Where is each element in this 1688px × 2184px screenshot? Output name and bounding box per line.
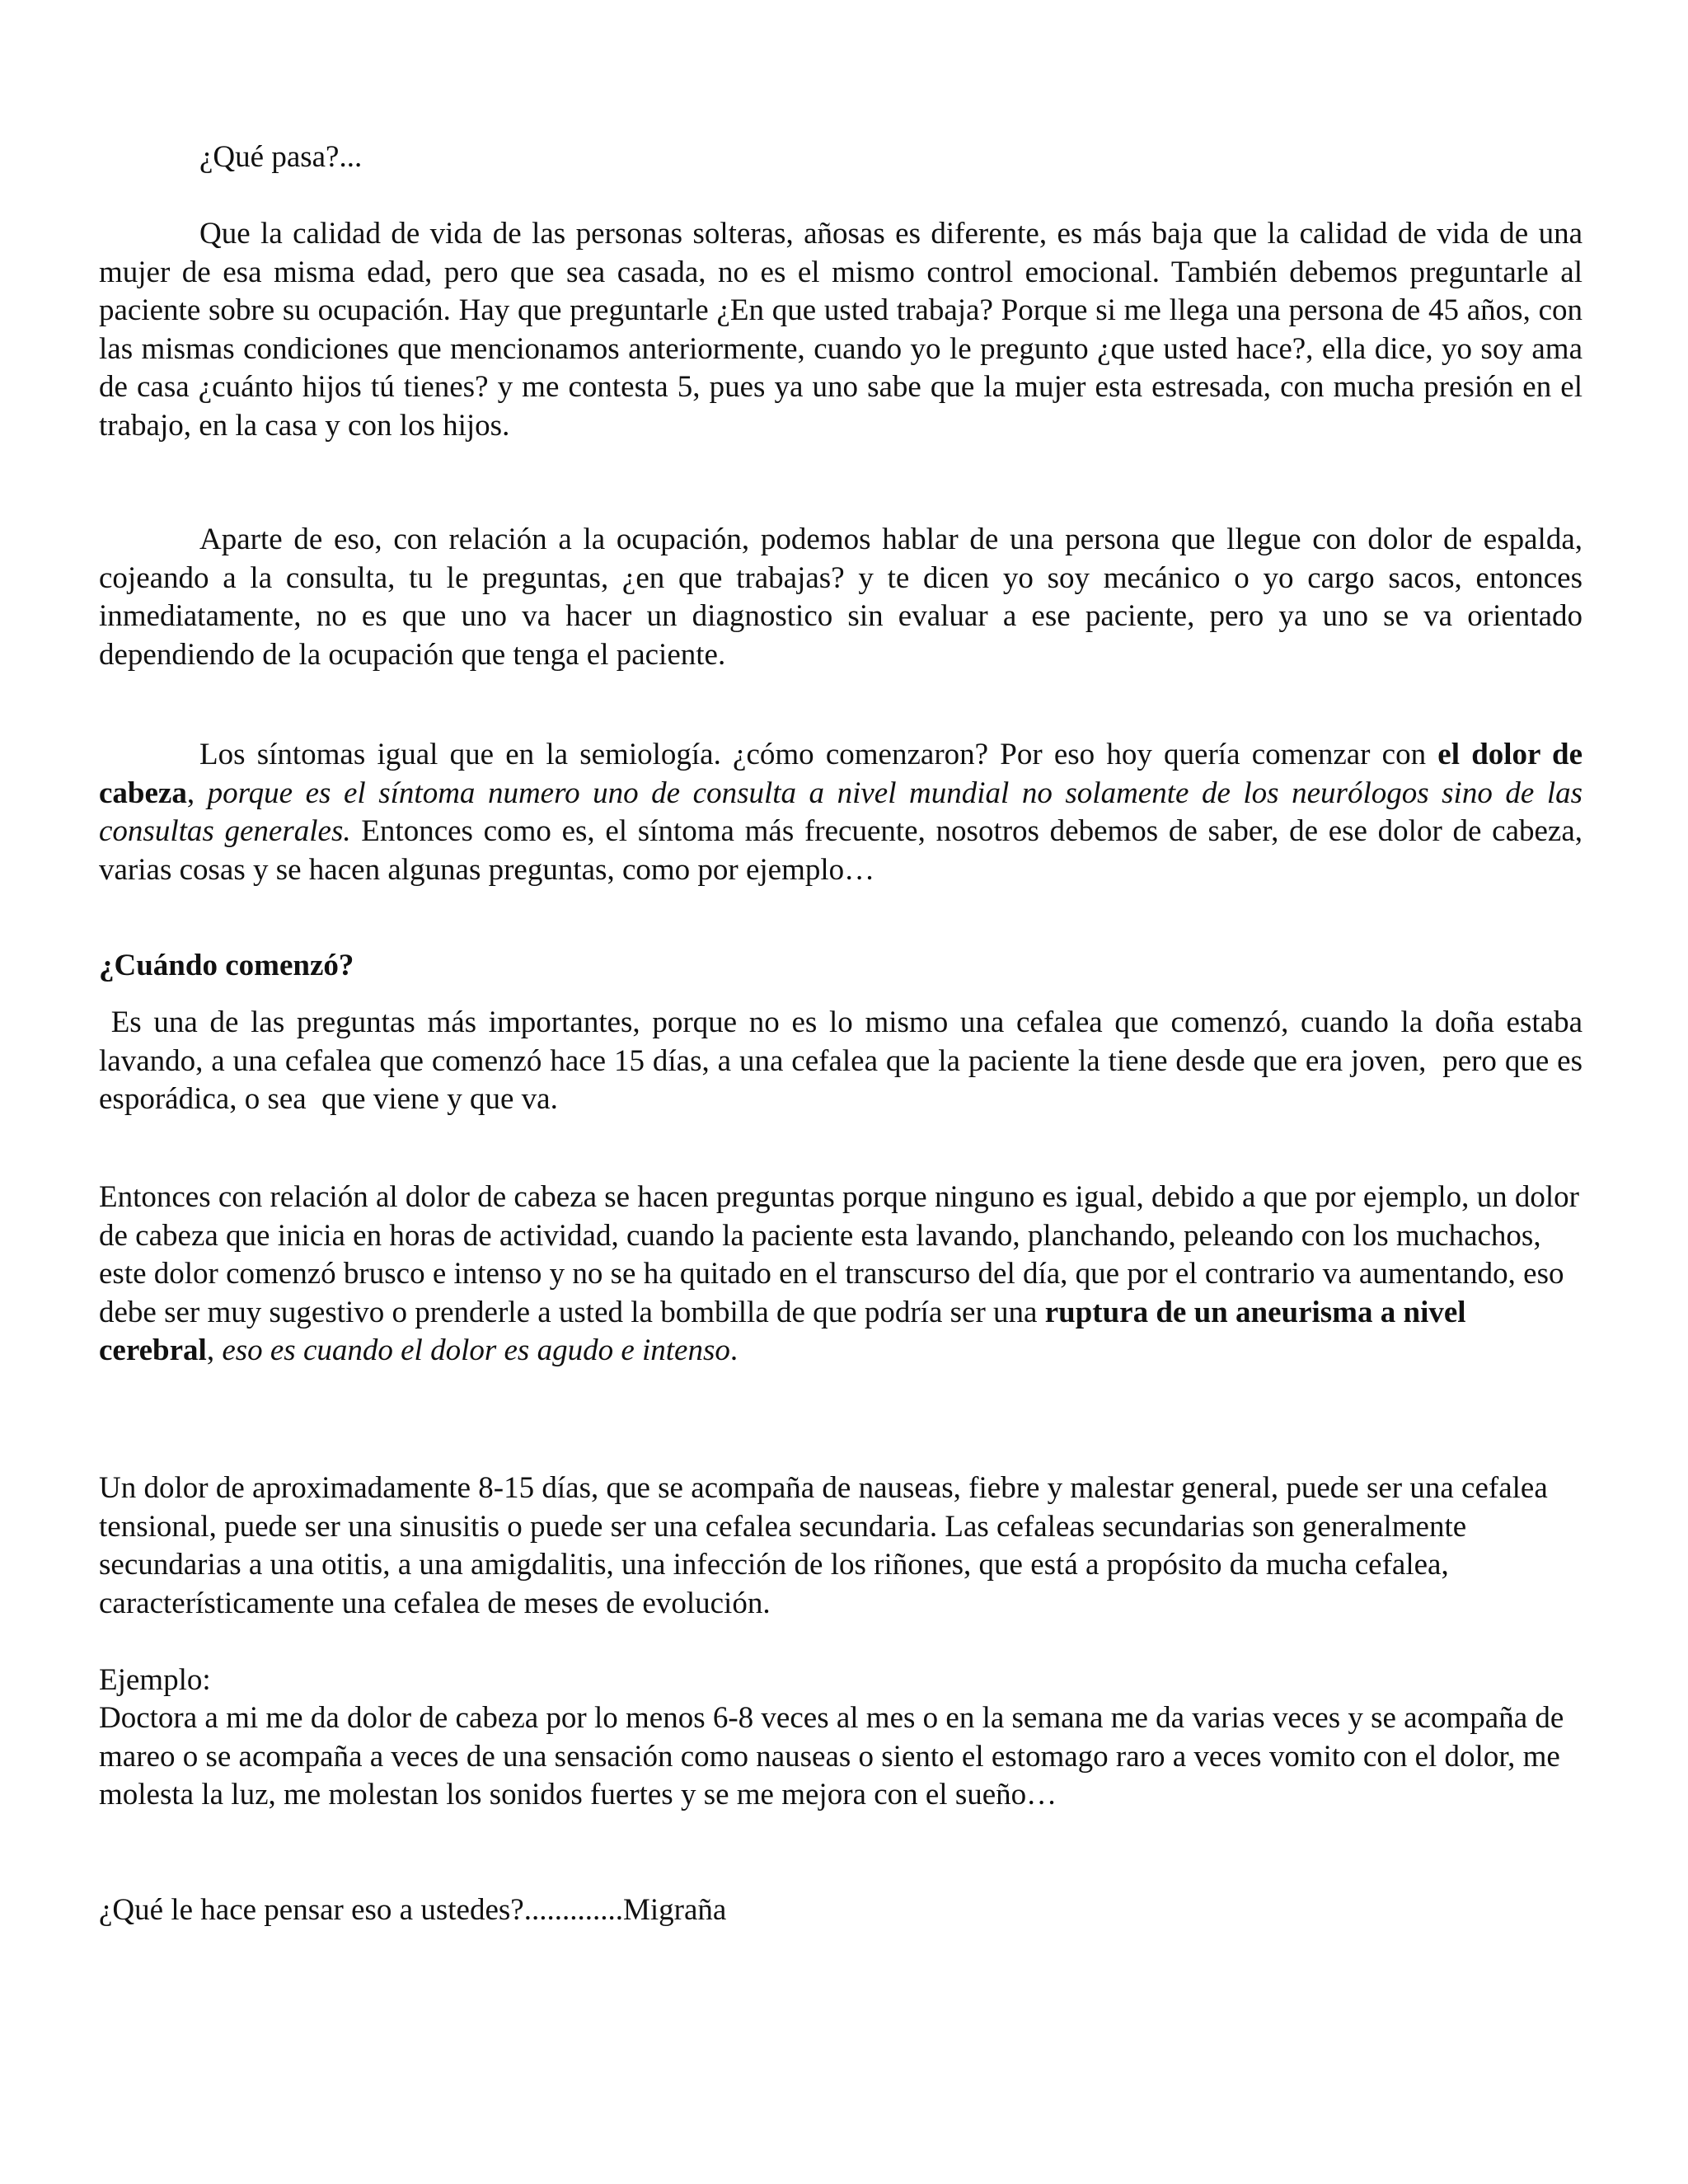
aneurysm-tail: .	[729, 1333, 738, 1367]
paragraph-occupation: Aparte de eso, con relación a la ocupación, podemos hablar de una persona que llegue con dolor de espalda, cojeando a la consulta, tu le preguntas, ¿en que trabajas? y te dicen yo soy mecánico o yo cargo sacos, entonces inmediatamente, no es que uno va hacer un diagnostico sin evaluar a ese paciente, pero ya uno se va orientado dependiendo de la ocupación que tenga el paciente.	[99, 523, 1582, 672]
paragraph-secondary-headache: Un dolor de aproximadamente 8-15 días, que se acompaña de nauseas, fiebre y malestar general, puede ser una cefalea tensional, puede ser una sinusitis o puede ser una cefalea secundaria. Las cefaleas secundarias son generalmente secundarias a una otitis, a una amigdalitis, una infección de los riñones, que está a propósito da mucha cefalea, característicamente una cefalea de meses de evolución.	[99, 1471, 1548, 1620]
paragraph-when-started: Es una de las preguntas más importantes, porque no es lo mismo una cefalea que comenzó, cuando la doña estaba lavando, a una cefalea que comenzó hace 15 días, a una cefalea que la paciente la tiene desde que era joven, pero que es esporádica, o sea que viene y que va.	[99, 1005, 1591, 1116]
aneurysm-bold-term: ruptura de un aneurisma a nivel cerebral	[99, 1295, 1466, 1367]
aneurysm-italic-note: eso es cuando el dolor es agudo e intenso	[222, 1333, 730, 1367]
symptoms-bold-term: el dolor de cabeza	[99, 738, 1582, 810]
paragraph-quality-of-life: Que la calidad de vida de las personas solteras, añosas es diferente, es más baja que la calidad de vida de una mujer de esa misma edad, pero que sea casada, no es el mismo control emocional. También debemos preguntarle al paciente sobre su ocupación. Hay que preguntarle ¿En que usted trabaja? Porque si me llega una persona de 45 años, con las mismas condiciones que mencionamos anteriormente, cuando yo le pregunto ¿que usted hace?, ella dice, yo soy ama de casa ¿cuánto hijos tú tienes? y me contesta 5, pues ya uno sabe que la mujer esta estresada, con mucha presión en el trabajo, en la casa y con los hijos.	[99, 217, 1582, 443]
final-question: ¿Qué le hace pensar eso a ustedes?.............Migraña	[99, 1893, 727, 1927]
symptoms-comma: ,	[186, 776, 208, 810]
example-text: Doctora a mi me da dolor de cabeza por lo menos 6-8 veces al mes o en la semana me da varias veces y se acompaña de mareo o se acompaña a veces de una sensación como nauseas o siento el estomago raro a veces vomito con el dolor, me molesta la luz, me molestan los sonidos fuertes y se me mejora con el sueño…	[99, 1701, 1564, 1811]
heading-when-started: ¿Cuándo comenzó?	[99, 949, 354, 982]
paragraph-symptoms	[99, 736, 1582, 889]
aneurysm-lead: Entonces con relación al dolor de cabeza se hacen preguntas porque ninguno es igual, debido a que por ejemplo, un dolor de cabeza que inicia en horas de actividad, cuando la paciente esta lavando, planchando, peleando con los muchachos, este dolor comenzó brusco e intenso y no se ha quitado en el transcurso del día, que por el contrario va aumentando, eso debe ser muy sugestivo o prenderle a usted la bombilla de que podría ser una	[99, 1180, 1579, 1329]
example-label: Ejemplo:	[99, 1663, 211, 1697]
aneurysm-comma: ,	[206, 1333, 223, 1367]
symptoms-tail: Entonces como es, el síntoma más frecuente, nosotros debemos de saber, de ese dolor de cabeza, varias cosas y se hacen algunas preguntas, como por ejemplo…	[99, 814, 1583, 887]
symptoms-italic-note: porque es el síntoma numero uno de consulta a nivel mundial no solamente de los neurólogos sino de las consultas generales.	[99, 776, 1583, 848]
paragraph-aneurysm	[99, 1179, 1582, 1371]
symptoms-lead: Los síntomas igual que en la semiología. ¿cómo comenzaron? Por eso hoy quería comenzar con	[199, 738, 1438, 771]
intro-question: ¿Qué pasa?...	[199, 140, 363, 174]
